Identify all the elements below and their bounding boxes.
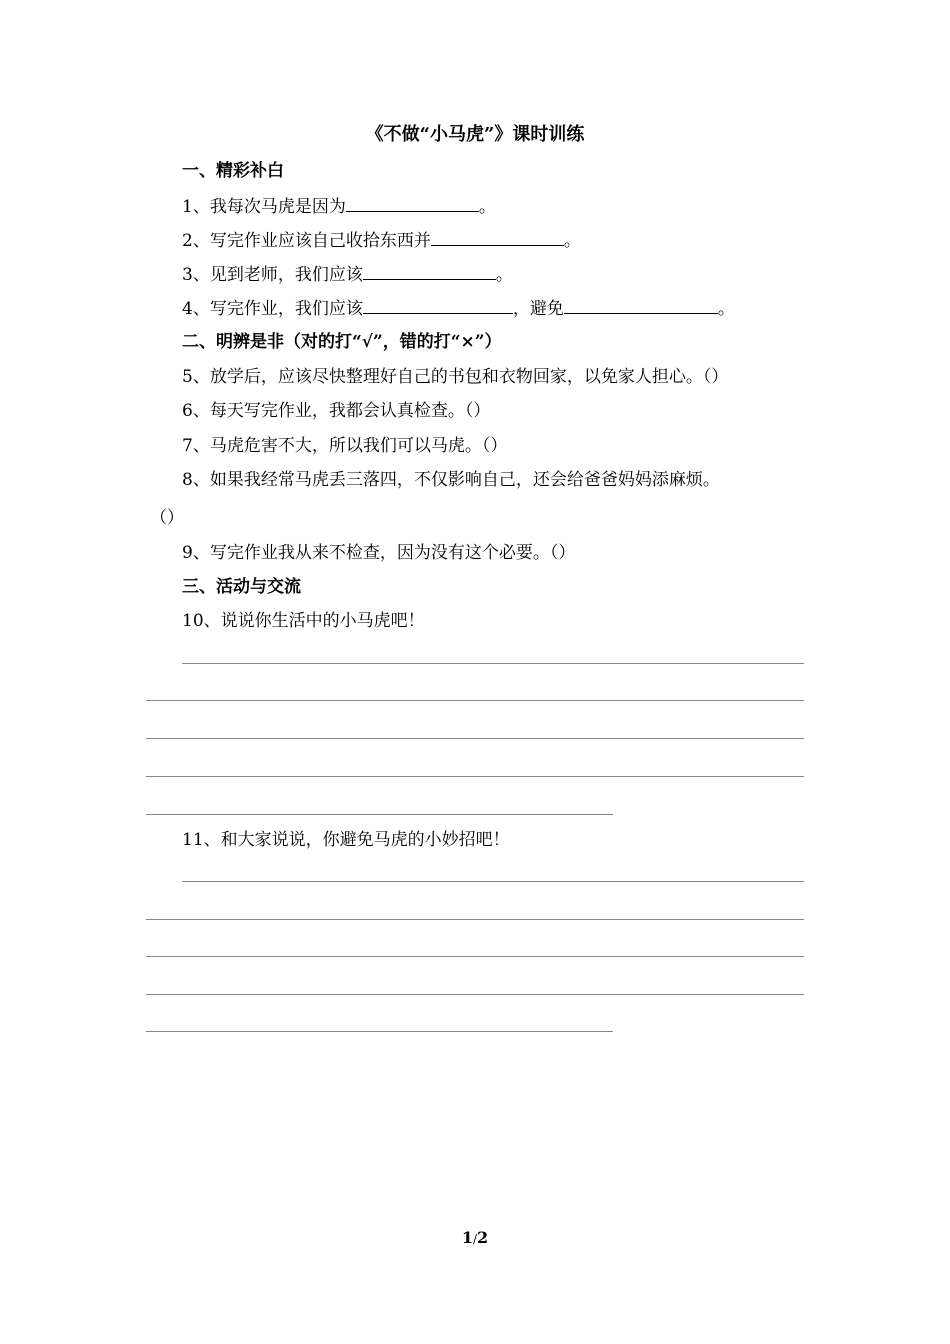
answer-line-10-3[interactable] [146, 738, 804, 739]
question-4-end: 。 [717, 299, 735, 319]
page-separator: / [472, 1232, 478, 1246]
question-6: 6、每天写完作业，我都会认真检查。（） [182, 401, 491, 421]
question-4-mid: ，避免 [512, 299, 564, 319]
answer-line-10-4[interactable] [146, 776, 804, 777]
answer-blank-1[interactable] [346, 195, 479, 212]
answer-line-10-1[interactable] [182, 663, 804, 664]
answer-blank-4b[interactable] [564, 297, 718, 314]
page-title: 《不做“小马虎”》课时训练 [365, 124, 585, 145]
page-total: 2 [477, 1228, 489, 1247]
question-4-text: 4、写完作业，我们应该 [182, 299, 363, 319]
question-10: 10、说说你生活中的小马虎吧！ [182, 611, 425, 631]
question-1-text: 1、我每次马虎是因为 [182, 197, 346, 217]
question-8: 8、如果我经常马虎丢三落四，不仅影响自己，还会给爸爸妈妈添麻烦。 [182, 470, 720, 490]
answer-line-11-3[interactable] [146, 956, 804, 957]
section-1-heading: 一、精彩补白 [182, 161, 284, 181]
answer-blank-3[interactable] [363, 263, 496, 280]
question-8-continuation: （） [150, 508, 184, 528]
answer-line-11-1[interactable] [182, 881, 804, 882]
question-11: 11、和大家说说，你避免马虎的小妙招吧！ [182, 830, 510, 850]
question-1-end: 。 [478, 197, 496, 217]
question-3 [182, 263, 513, 286]
question-3-text: 3、见到老师，我们应该 [182, 265, 363, 285]
question-2 [182, 229, 581, 252]
question-2-text: 2、写完作业应该自己收拾东西并 [182, 231, 431, 251]
answer-blank-2[interactable] [431, 229, 564, 246]
answer-line-11-5[interactable] [146, 1031, 613, 1032]
page-current: 1 [461, 1228, 473, 1247]
question-4 [182, 297, 735, 320]
question-7: 7、马虎危害不大，所以我们可以马虎。（） [182, 436, 508, 456]
question-1 [182, 195, 496, 218]
question-2-end: 。 [563, 231, 581, 251]
answer-blank-4a[interactable] [363, 297, 513, 314]
answer-line-11-2[interactable] [146, 919, 804, 920]
answer-line-10-2[interactable] [146, 700, 804, 701]
section-2-heading: 二、明辨是非（对的打“√”，错的打“×”） [182, 332, 502, 352]
question-3-end: 。 [495, 265, 513, 285]
section-3-heading: 三、活动与交流 [182, 577, 301, 597]
answer-line-10-5[interactable] [146, 814, 613, 815]
question-5: 5、放学后，应该尽快整理好自己的书包和衣物回家，以免家人担心。（） [182, 367, 729, 387]
page-number [0, 1228, 950, 1247]
answer-line-11-4[interactable] [146, 994, 804, 995]
question-9: 9、写完作业我从来不检查，因为没有这个必要。（） [182, 543, 576, 563]
